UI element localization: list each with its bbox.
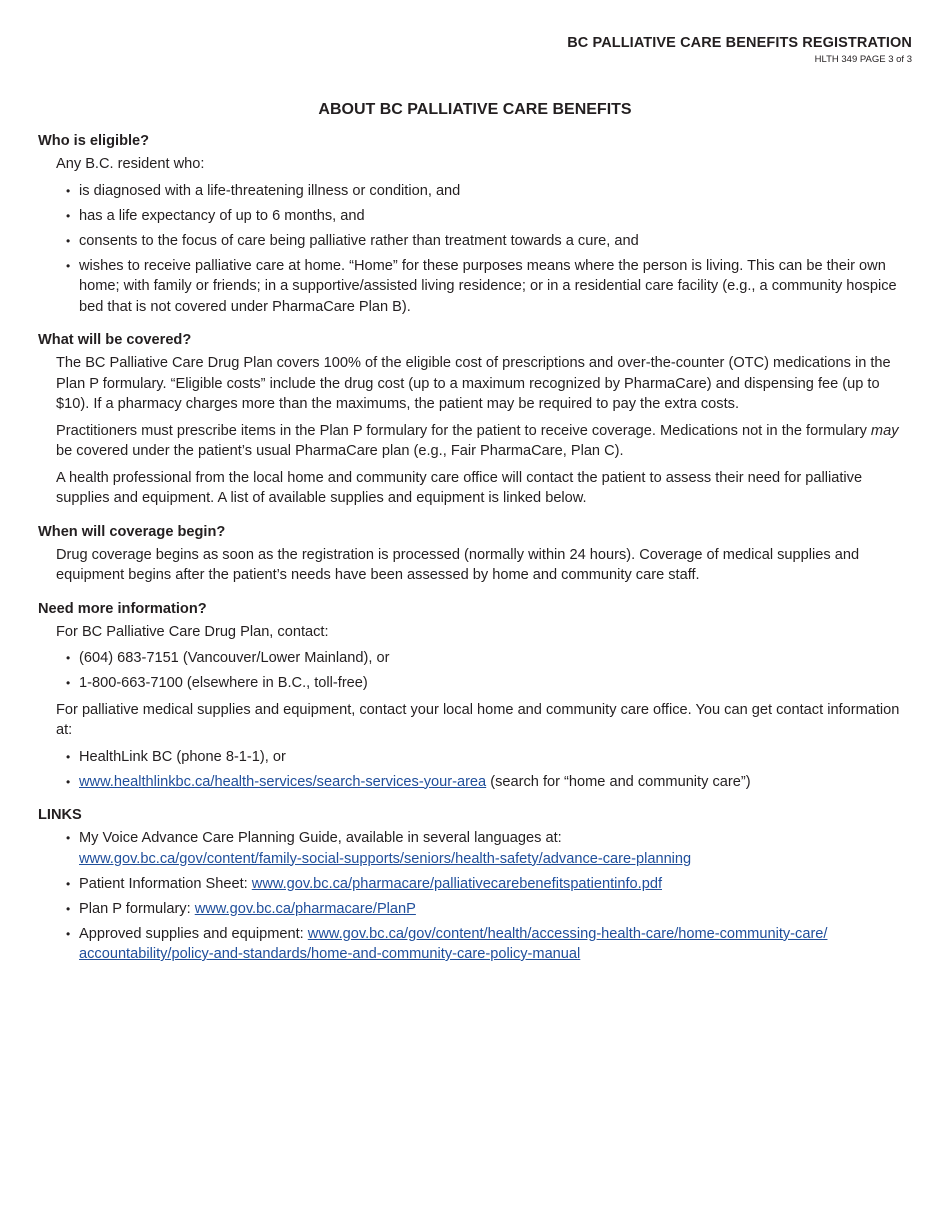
supplies-link[interactable]: www.gov.bc.ca/gov/content/health/accessing-health-care/home-community-care/ accountability/policy-and-standards/home-and-community-care-policy-manual xyxy=(79,925,828,962)
bullet-icon: • xyxy=(66,233,71,248)
list-item xyxy=(66,181,914,202)
links-list xyxy=(38,828,914,965)
list-item xyxy=(66,874,914,895)
coverage-paragraph-3: A health professional from the local home and community care office will contact the patient to assess their need for palliative supplies and equipment. A list of available supplies and equipment is linked below. xyxy=(56,469,863,506)
document-body xyxy=(38,131,914,978)
bullet-icon: • xyxy=(66,208,71,223)
coverage-start-heading: When will coverage begin? xyxy=(38,523,226,540)
form-header xyxy=(567,34,912,66)
section-coverage-start xyxy=(38,522,914,586)
eligibility-item: consents to the focus of care being palliative rather than treatment towards a cure, and xyxy=(79,232,639,249)
eligibility-item: is diagnosed with a life-threatening illness or condition, and xyxy=(79,182,461,199)
coverage-paragraph-1: The BC Palliative Care Drug Plan covers 100% of the eligible cost of prescriptions and over-the-counter (OTC) medications in the Plan P formulary. “Eligible costs” include the drug cost (up to a maximum recognized by PharmaCare) and dispensing fee (up to $10). If a pharmacy charges more than the maximums, the patient may be required to pay the extra costs. xyxy=(56,355,891,412)
healthlink-contact: HealthLink BC (phone 8-1-1), or xyxy=(79,748,286,765)
supplies-contact-intro: For palliative medical supplies and equipment, contact your local home and community care office. You can get contact information at: xyxy=(56,701,900,738)
document-title: ABOUT BC PALLIATIVE CARE BENEFITS xyxy=(318,101,632,118)
bullet-icon: • xyxy=(66,183,71,198)
coverage-paragraph-2: Practitioners must prescribe items in the Plan P formulary for the patient to receive coverage. Medications not in the formulary may be covered under the patient’s usual PharmaCare plan (e.g., Fair PharmaCare, Plan C). xyxy=(56,422,899,459)
drug-plan-contact-intro: For BC Palliative Care Drug Plan, contact: xyxy=(56,623,329,640)
coverage-start-paragraph: Drug coverage begins as soon as the registration is processed (normally within 24 hours). Coverage of medical supplies and equipment begins after the patient’s needs have been assessed by home and community care staff. xyxy=(56,546,860,583)
list-item xyxy=(66,206,914,227)
list-item xyxy=(66,256,914,318)
section-more-info xyxy=(38,599,914,793)
form-code-page: HLTH 349 PAGE 3 of 3 xyxy=(814,54,912,65)
links-heading: LINKS xyxy=(38,807,82,823)
eligibility-item: wishes to receive palliative care at home. “Home” for these purposes means where the person is living. This can be their own home; with family or friends; in a supportive/assisted living residence; or in a residential care facility (e.g., a community hospice bed that is not covered under PharmaCare Plan B). xyxy=(79,257,897,315)
my-voice-link[interactable]: www.gov.bc.ca/gov/content/family-social-supports/seniors/health-safety/advance-care-planning xyxy=(79,850,692,867)
form-title: BC PALLIATIVE CARE BENEFITS REGISTRATION xyxy=(567,35,912,51)
section-eligibility xyxy=(38,131,914,317)
list-item xyxy=(66,648,914,669)
my-voice-label: My Voice Advance Care Planning Guide, available in several languages at: xyxy=(79,830,562,846)
list-item xyxy=(66,772,914,793)
section-links xyxy=(38,805,914,965)
list-item xyxy=(66,828,914,869)
section-coverage xyxy=(38,330,914,509)
bullet-icon: • xyxy=(66,651,71,665)
list-item xyxy=(66,899,914,920)
bullet-icon: • xyxy=(66,774,71,789)
bullet-icon: • xyxy=(66,901,71,916)
formulary-link[interactable]: www.gov.bc.ca/pharmacare/PlanP xyxy=(194,900,416,917)
supplies-contact-list xyxy=(38,747,914,793)
list-item xyxy=(66,747,914,768)
search-note: (search for “home and community care”) xyxy=(486,773,751,790)
eligibility-list xyxy=(38,181,914,318)
bullet-icon: • xyxy=(66,926,71,941)
bullet-icon: • xyxy=(66,831,71,845)
eligibility-item: has a life expectancy of up to 6 months, and xyxy=(79,207,365,224)
bullet-icon: • xyxy=(66,876,71,891)
bullet-icon: • xyxy=(66,749,71,764)
phone-vancouver: (604) 683-7151 (Vancouver/Lower Mainland), or xyxy=(79,650,390,666)
more-info-heading: Need more information? xyxy=(38,600,207,617)
supplies-label: Approved supplies and equipment: xyxy=(79,925,308,942)
bullet-icon: • xyxy=(66,676,71,690)
phone-toll-free: 1-800-663-7100 (elsewhere in B.C., toll-free) xyxy=(79,675,368,691)
bullet-icon: • xyxy=(66,258,71,273)
healthlink-search-link[interactable]: www.healthlinkbc.ca/health-services/search-services-your-area xyxy=(79,773,487,790)
patient-sheet-link[interactable]: www.gov.bc.ca/pharmacare/palliativecarebenefitspatientinfo.pdf xyxy=(251,875,663,892)
patient-sheet-label: Patient Information Sheet: xyxy=(79,875,252,892)
eligibility-intro: Any B.C. resident who: xyxy=(56,156,205,172)
formulary-label: Plan P formulary: xyxy=(79,900,195,917)
list-item xyxy=(66,924,914,965)
coverage-heading: What will be covered? xyxy=(38,332,192,348)
list-item xyxy=(66,231,914,252)
emphasis-may: may xyxy=(870,422,899,439)
list-item xyxy=(66,673,914,694)
phone-list xyxy=(38,648,914,694)
eligibility-heading: Who is eligible? xyxy=(38,133,150,149)
